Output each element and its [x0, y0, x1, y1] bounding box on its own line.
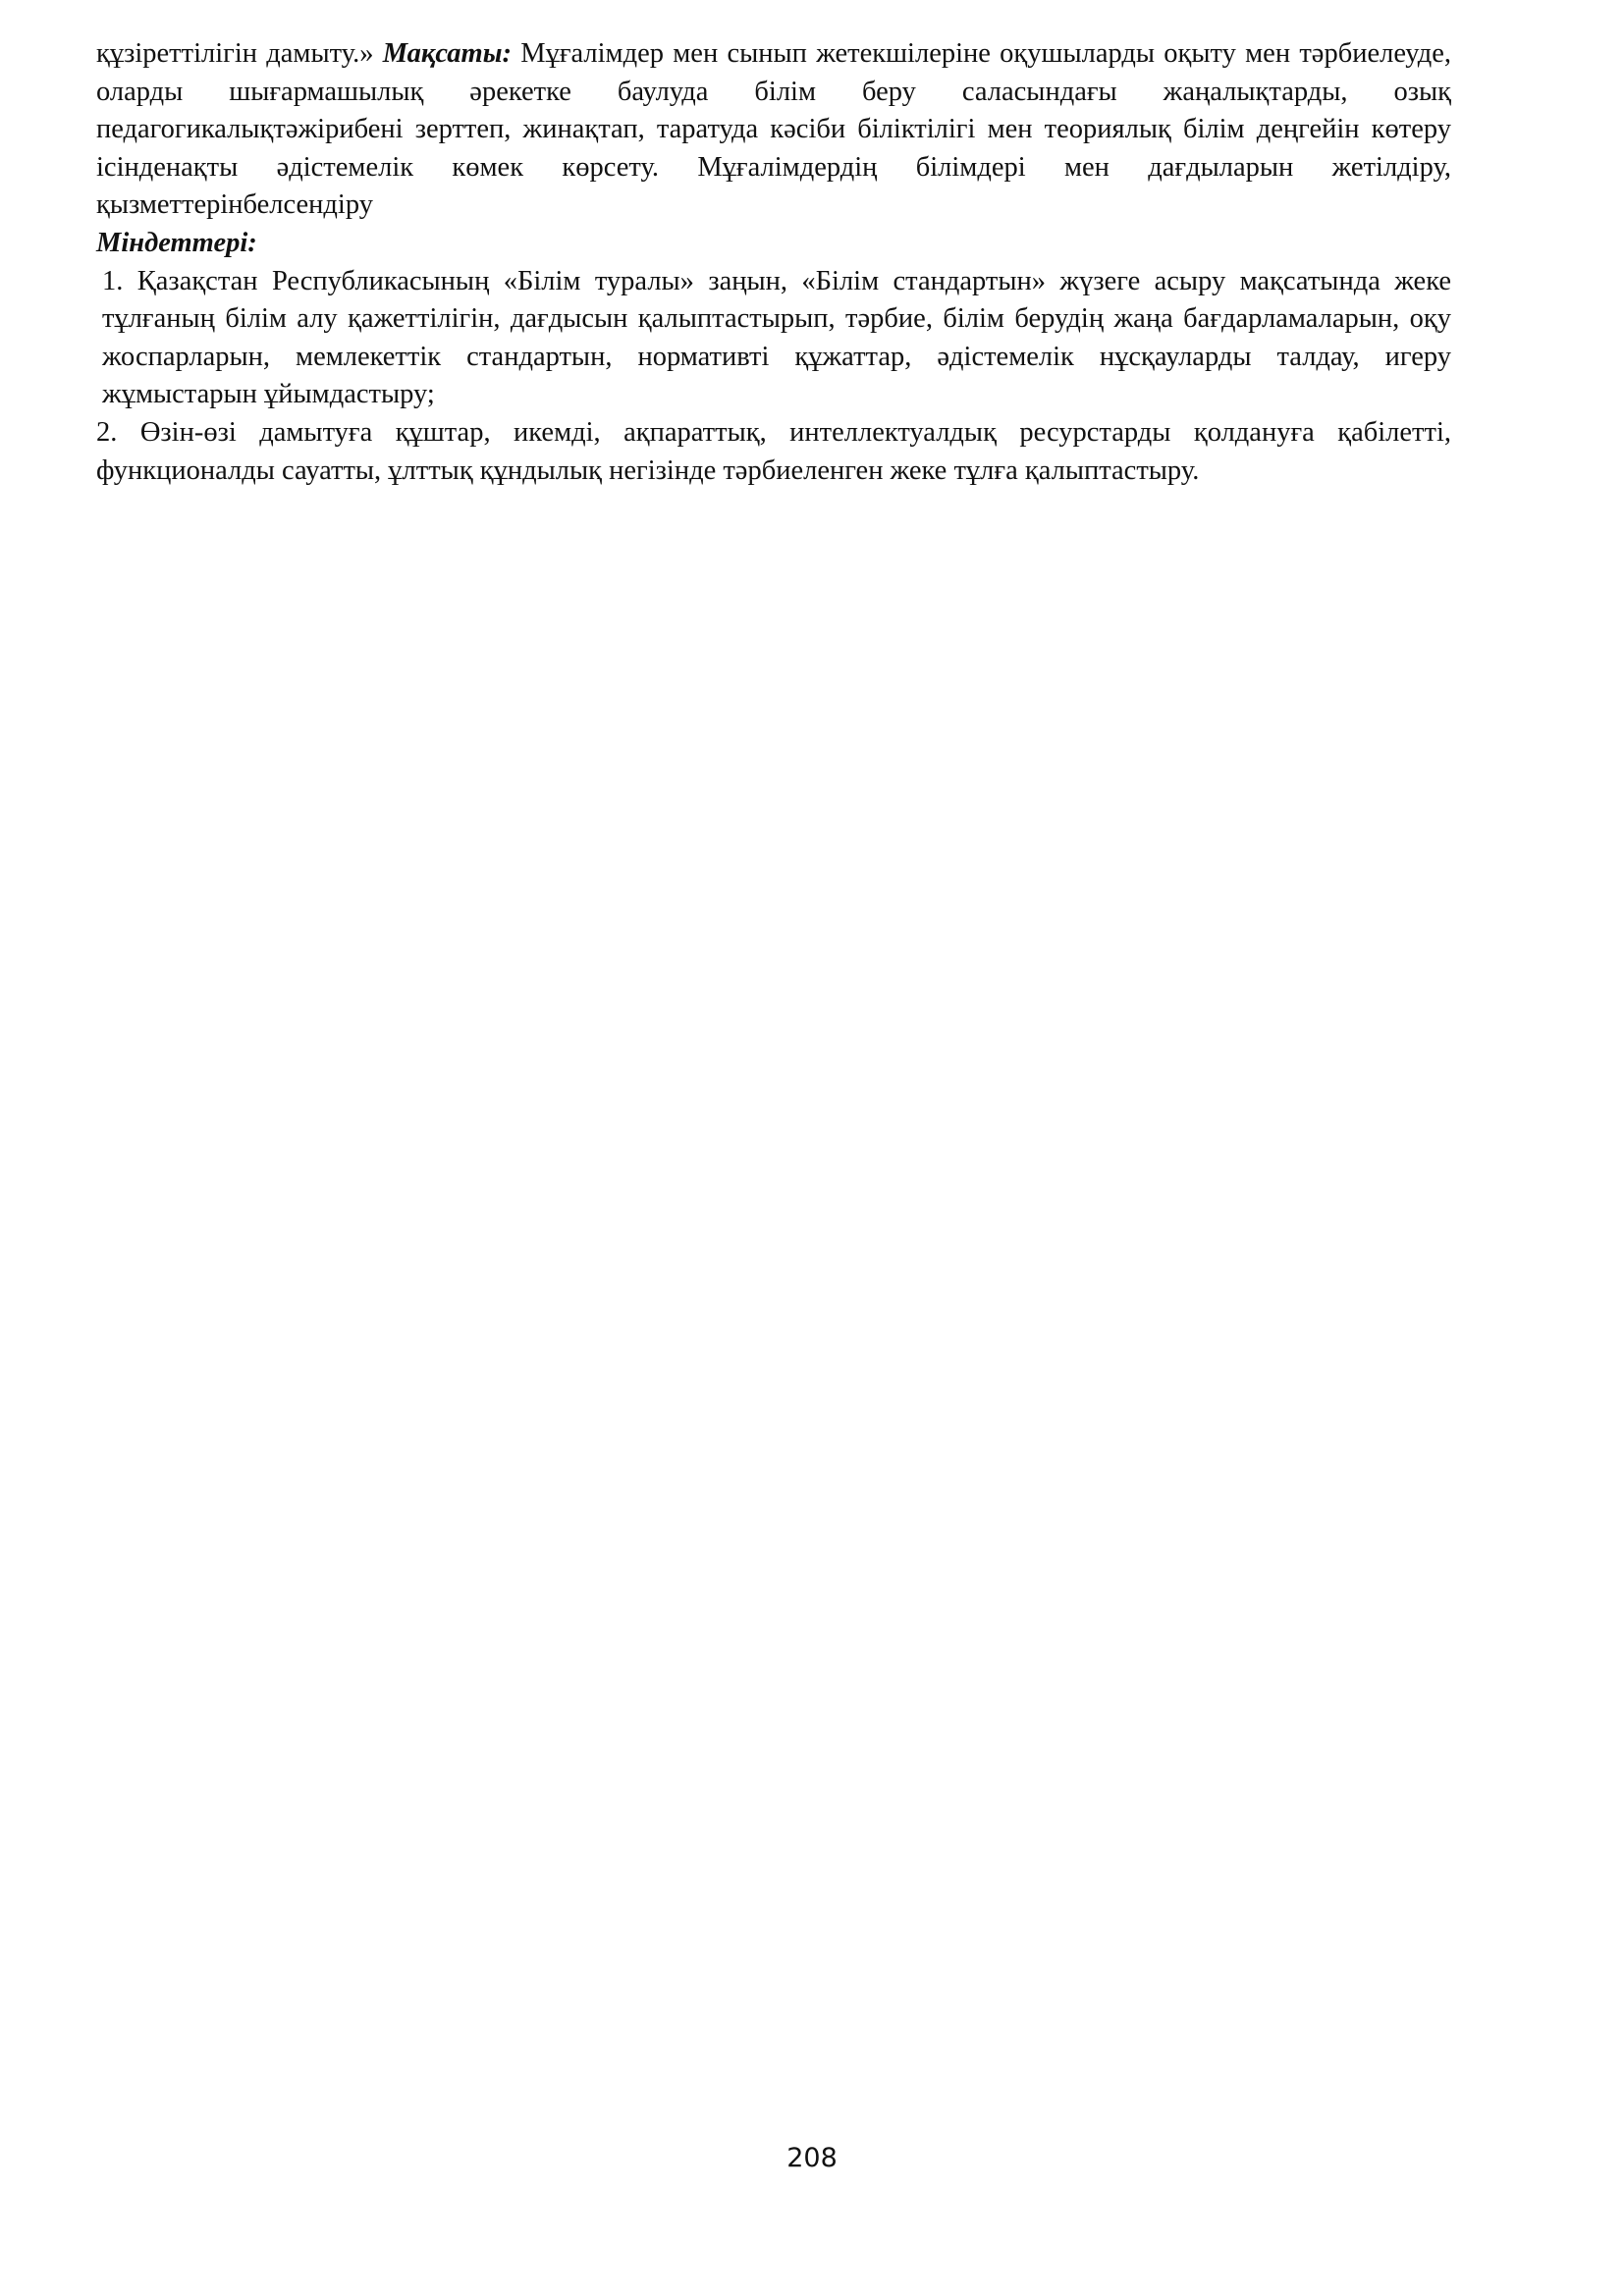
intro-lead-text: құзіреттілігін дамыту.» — [96, 38, 383, 69]
document-body — [96, 35, 1451, 490]
task-item-2: 2. Өзін-өзі дамытуға құштар, икемді, ақпараттық, интеллектуалдық ресурстарды қолдануға қабілетті, функционалды сауатты, ұлттық құндылық негізінде тәрбиеленген жеке тұлға қалыптастыру. — [96, 416, 1451, 486]
intro-paragraph — [96, 35, 1451, 225]
goal-label: Мақсаты: — [382, 38, 512, 69]
tasks-heading: Міндеттері: — [96, 227, 257, 258]
goal-text: Мұғалімдер мен сынып жетекшілеріне оқушыларды оқыту мен тәрбиелеуде, оларды шығармашылық әрекетке баулуда білім беру саласындағы жаңалықтарды, озық педагогикалықтәжірибені зерттеп, жинақтап, таратуда кәсіби біліктілігі мен теориялық білім деңгейін көтеру ісінденақты әдістемелік көмек көрсету. Мұғалімдердің білімдері мен дағдыларын жетілдіру, қызметтерінбелсендіру — [96, 38, 1451, 221]
page-number: 208 — [786, 2143, 838, 2173]
task-item-1: 1. Қазақстан Республикасының «Білім туралы» заңын, «Білім стандартын» жүзеге асыру мақсатында жеке тұлғаның білім алу қажеттілігін, дағдысын қалыптастырып, тәрбие, білім берудің жаңа бағдарламаларын, оқу жоспарларын, мемлекеттік стандартын, нормативті құжаттар, әдістемелік нұсқауларды талдау, игеру жұмыстарын ұйымдастыру; — [102, 265, 1451, 410]
